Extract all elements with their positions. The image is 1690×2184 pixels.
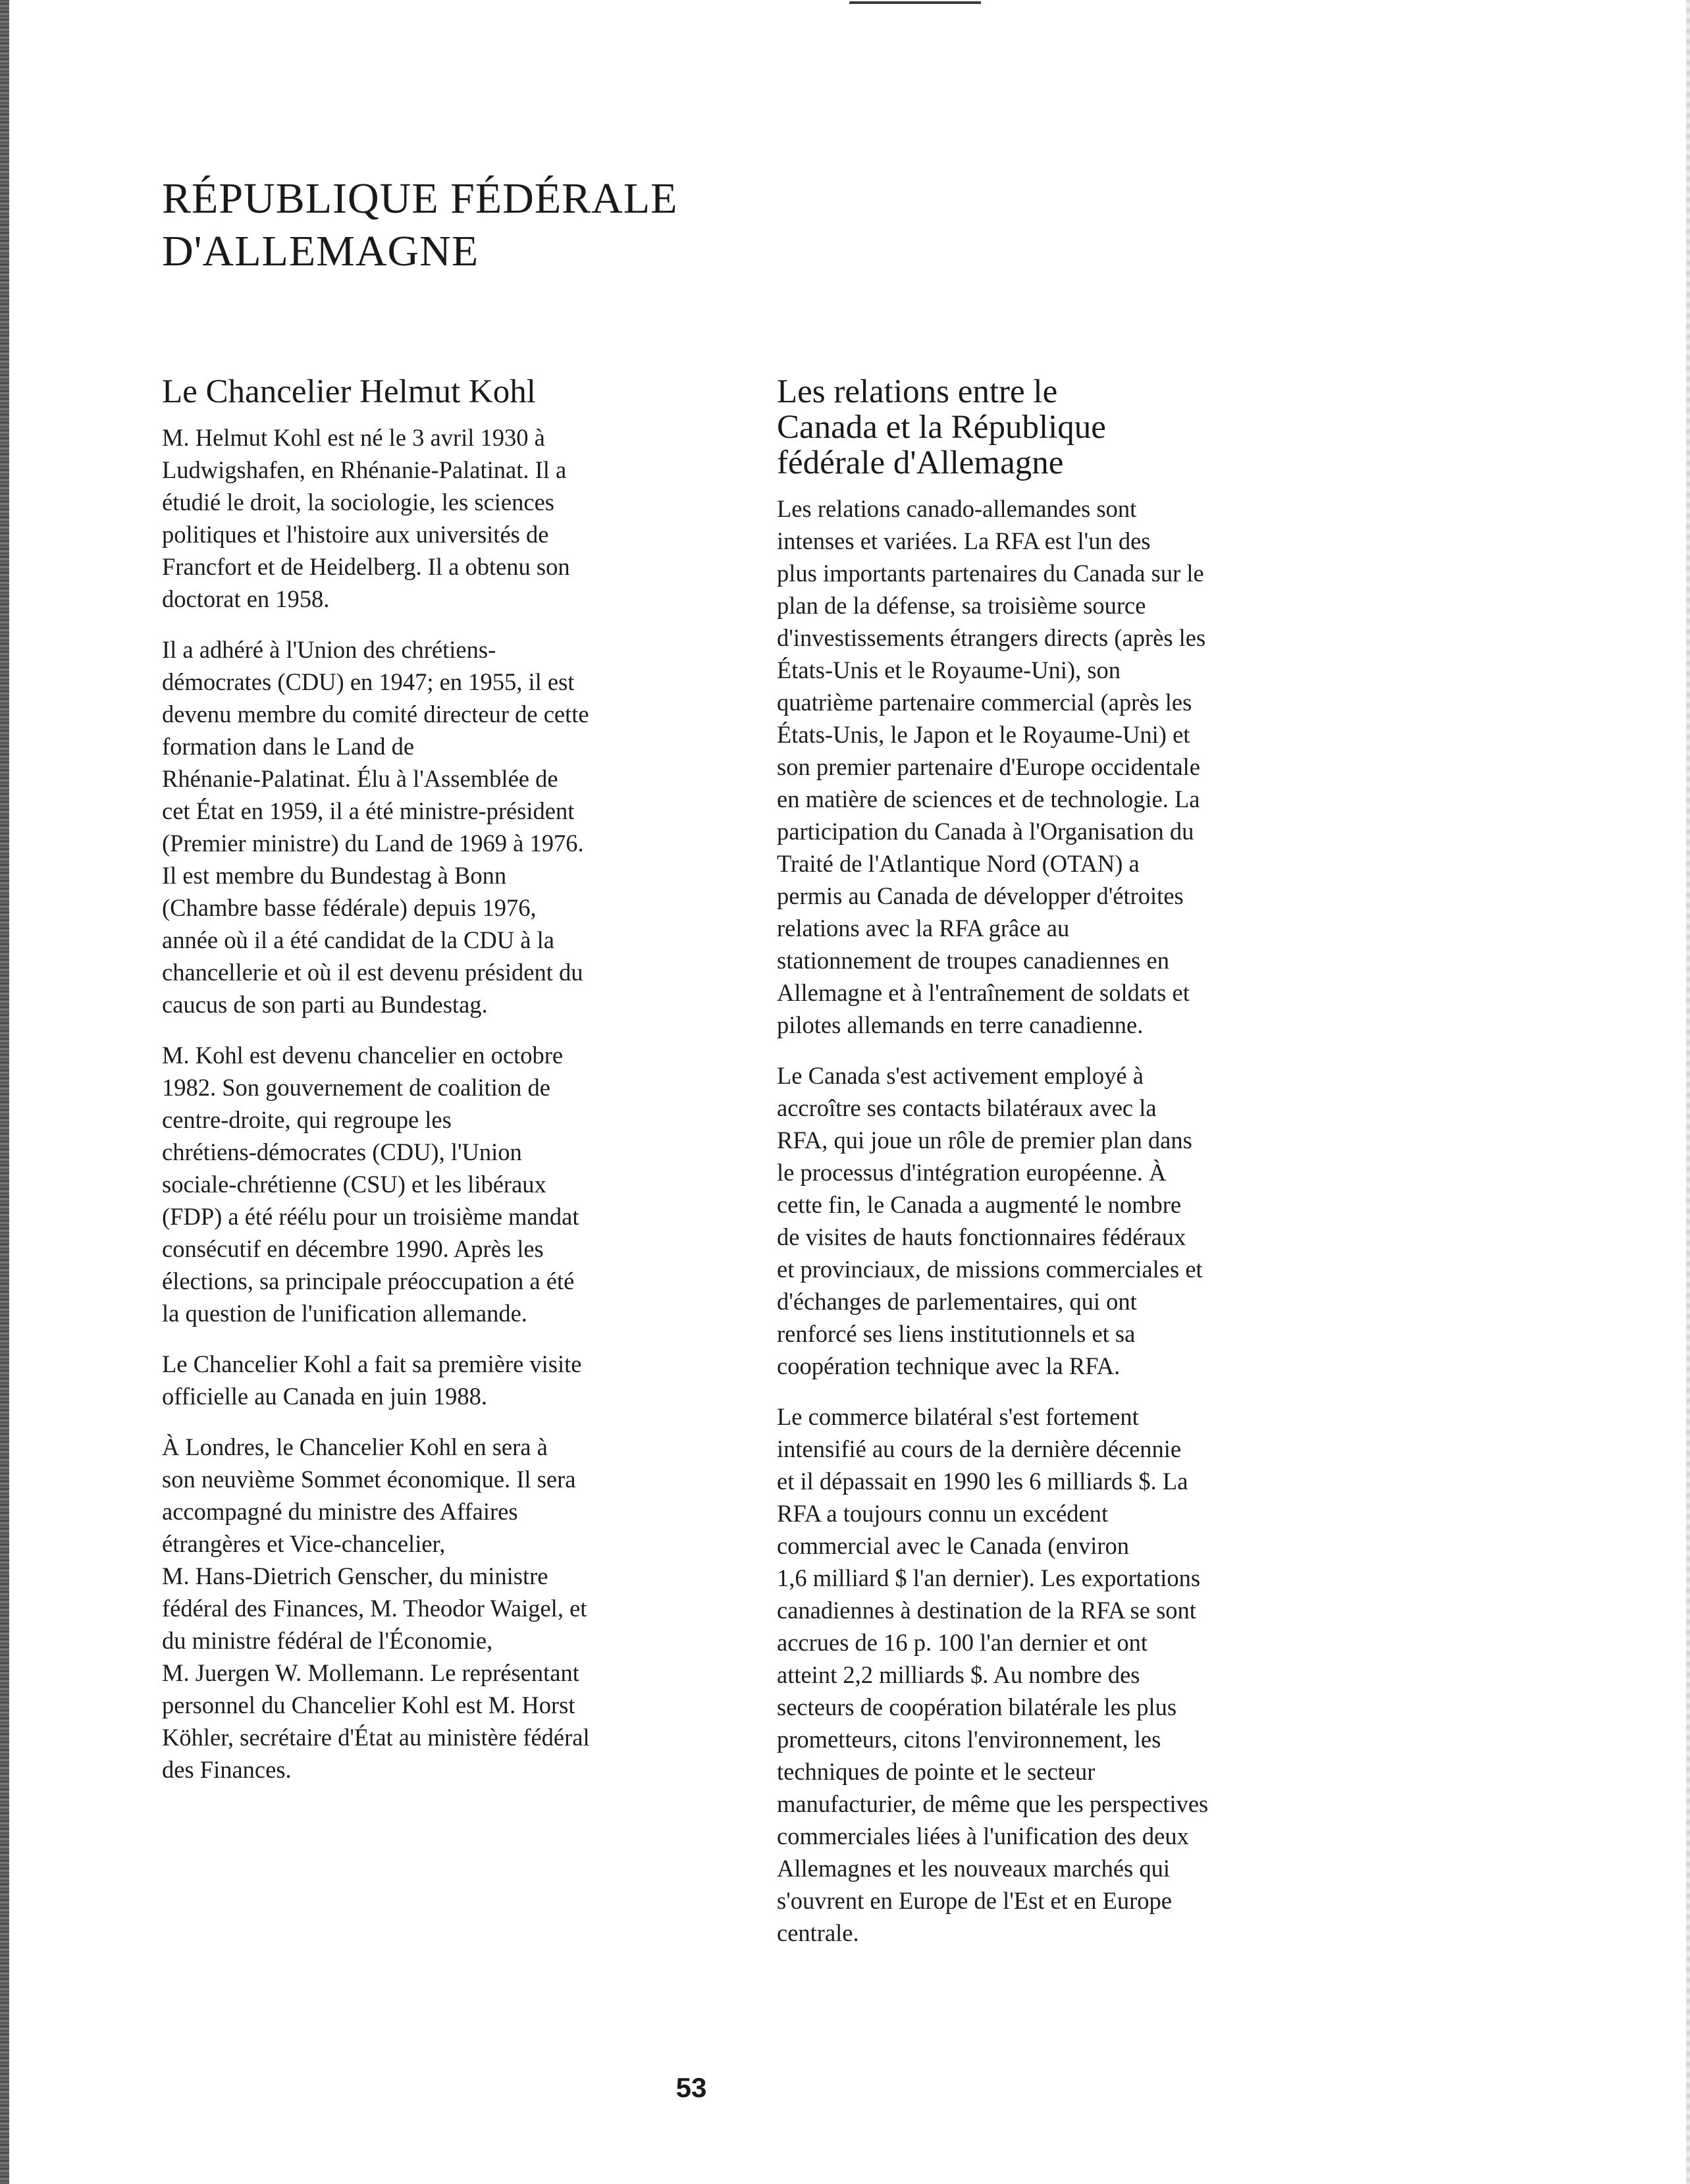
text-line: Ludwigshafen, en Rhénanie-Palatinat. Il a xyxy=(162,456,567,483)
text-line: centre-droite, qui regroupe les xyxy=(162,1106,452,1133)
text-line: coopération technique avec la RFA. xyxy=(777,1352,1121,1379)
text-line: personnel du Chancelier Kohl est M. Horst xyxy=(162,1691,575,1718)
text-line: étrangères et Vice-chancelier, xyxy=(162,1530,446,1557)
paragraph xyxy=(777,1059,1323,1382)
text-line: et il dépassait en 1990 les 6 milliards $. La xyxy=(777,1468,1188,1495)
left-column-heading: Le Chancelier Helmut Kohl xyxy=(162,373,536,410)
text-line: À Londres, le Chancelier Kohl en sera à xyxy=(162,1433,548,1460)
text-line: devenu membre du comité directeur de cette xyxy=(162,701,589,728)
text-line: Il est membre du Bundestag à Bonn xyxy=(162,862,507,889)
text-line: officielle au Canada en juin 1988. xyxy=(162,1383,487,1410)
text-line: États-Unis et le Royaume-Uni), son xyxy=(777,656,1121,683)
text-line: Allemagne et à l'entraînement de soldats et xyxy=(777,979,1190,1006)
text-line: démocrates (CDU) en 1947; en 1955, il est xyxy=(162,668,575,695)
text-line: fédéral des Finances, M. Theodor Waigel, et xyxy=(162,1595,587,1622)
text-line: doctorat en 1958. xyxy=(162,585,330,612)
text-line: Le commerce bilatéral s'est fortement xyxy=(777,1403,1139,1430)
text-line: M. Juergen W. Mollemann. Le représentant xyxy=(162,1659,579,1686)
text-line: formation dans le Land de xyxy=(162,733,415,760)
right-column-body xyxy=(777,493,1323,1949)
text-line: accroître ses contacts bilatéraux avec la xyxy=(777,1094,1157,1121)
text-line: Rhénanie-Palatinat. Élu à l'Assemblée de xyxy=(162,765,558,792)
text-line: intenses et variées. La RFA est l'un des xyxy=(777,527,1151,554)
text-line: Francfort et de Heidelberg. Il a obtenu son xyxy=(162,553,570,580)
text-line: 1,6 milliard $ l'an dernier). Les exportations xyxy=(777,1564,1201,1591)
text-line: (Chambre basse fédérale) depuis 1976, xyxy=(162,894,537,921)
text-line: d'échanges de parlementaires, qui ont xyxy=(777,1288,1137,1315)
text-line: le processus d'intégration européenne. À xyxy=(777,1159,1167,1186)
text-line: et provinciaux, de missions commerciales et xyxy=(777,1256,1203,1283)
text-line: (Premier ministre) du Land de 1969 à 1976. xyxy=(162,830,584,857)
text-line: permis au Canada de développer d'étroites xyxy=(777,882,1184,909)
text-line: Traité de l'Atlantique Nord (OTAN) a xyxy=(777,850,1140,877)
text-line: secteurs de coopération bilatérale les plus xyxy=(777,1693,1177,1720)
text-line: la question de l'unification allemande. xyxy=(162,1300,527,1327)
text-line: Le Canada s'est activement employé à xyxy=(777,1062,1144,1089)
text-line: M. Kohl est devenu chancelier en octobre xyxy=(162,1042,564,1069)
text-line: Le Chancelier Kohl a fait sa première visite xyxy=(162,1350,582,1377)
paragraph xyxy=(162,1431,708,1786)
text-line: RFA a toujours connu un excédent xyxy=(777,1500,1109,1527)
right-column-heading-line: Les relations entre le xyxy=(777,373,1058,410)
text-line: année où il a été candidat de la CDU à la xyxy=(162,926,554,953)
text-line: M. Helmut Kohl est né le 3 avril 1930 à xyxy=(162,424,545,451)
right-column-heading-line: Canada et la République xyxy=(777,409,1106,446)
top-rule xyxy=(849,1,981,4)
text-line: en matière de sciences et de technologie. La xyxy=(777,786,1200,812)
text-line: chancellerie et où il est devenu président du xyxy=(162,959,583,986)
text-line: cette fin, le Canada a augmenté le nombre xyxy=(777,1191,1182,1218)
text-line: son neuvième Sommet économique. Il sera xyxy=(162,1466,576,1493)
text-line: États-Unis, le Japon et le Royaume-Uni) et xyxy=(777,721,1190,748)
text-line: commerciales liées à l'unification des deux xyxy=(777,1823,1189,1850)
text-line: Allemagnes et les nouveaux marchés qui xyxy=(777,1855,1170,1882)
text-line: plan de la défense, sa troisième source xyxy=(777,592,1146,619)
text-line: centrale. xyxy=(777,1919,859,1946)
text-line: Les relations canado-allemandes sont xyxy=(777,495,1137,522)
text-line: quatrième partenaire commercial (après les xyxy=(777,689,1192,716)
text-line: accrues de 16 p. 100 l'an dernier et ont xyxy=(777,1629,1148,1656)
text-line: RFA, qui joue un rôle de premier plan dans xyxy=(777,1127,1192,1154)
text-line: de visites de hauts fonctionnaires fédéraux xyxy=(777,1223,1186,1250)
text-line: d'investissements étrangers directs (après les xyxy=(777,624,1206,651)
text-line: stationnement de troupes canadiennes en xyxy=(777,947,1169,974)
text-line: pilotes allemands en terre canadienne. xyxy=(777,1011,1144,1038)
text-line: politiques et l'histoire aux universités de xyxy=(162,521,549,548)
left-column-body xyxy=(162,421,708,1786)
text-line: des Finances. xyxy=(162,1756,292,1783)
text-line: commercial avec le Canada (environ xyxy=(777,1532,1130,1559)
page-title-line: RÉPUBLIQUE FÉDÉRALE xyxy=(162,174,678,223)
text-line: caucus de son parti au Bundestag. xyxy=(162,991,488,1018)
text-line: cet État en 1959, il a été ministre-président xyxy=(162,797,575,824)
paragraph xyxy=(777,1400,1323,1949)
text-line: renforcé ses liens institutionnels et sa xyxy=(777,1320,1136,1347)
right-column xyxy=(777,374,1323,1967)
text-line: relations avec la RFA grâce au xyxy=(777,915,1070,942)
text-line: accompagné du ministre des Affaires xyxy=(162,1498,518,1525)
text-line: (FDP) a été réélu pour un troisième mandat xyxy=(162,1203,579,1230)
text-line: élections, sa principale préoccupation a été xyxy=(162,1267,575,1294)
text-line: M. Hans-Dietrich Genscher, du ministre xyxy=(162,1562,548,1589)
text-line: Il a adhéré à l'Union des chrétiens- xyxy=(162,636,496,663)
text-line: sociale-chrétienne (CSU) et les libéraux xyxy=(162,1171,546,1198)
text-line: 1982. Son gouvernement de coalition de xyxy=(162,1074,550,1101)
text-line: prometteurs, citons l'environnement, les xyxy=(777,1726,1161,1753)
right-column-heading xyxy=(777,374,1323,481)
text-line: canadiennes à destination de la RFA se sont xyxy=(777,1597,1196,1624)
paragraph xyxy=(162,1348,708,1412)
text-line: manufacturier, de même que les perspectives xyxy=(777,1790,1209,1817)
text-line: atteint 2,2 milliards $. Au nombre des xyxy=(777,1661,1140,1688)
paragraph xyxy=(162,1039,708,1329)
text-line: s'ouvrent en Europe de l'Est et en Europe xyxy=(777,1887,1173,1914)
scan-edge-left xyxy=(0,0,9,2184)
text-line: Köhler, secrétaire d'État au ministère fédéral xyxy=(162,1724,590,1751)
text-line: chrétiens-démocrates (CDU), l'Union xyxy=(162,1138,522,1165)
text-line: techniques de pointe et le secteur xyxy=(777,1758,1096,1785)
text-line: étudié le droit, la sociologie, les sciences xyxy=(162,489,554,516)
right-column-heading-line: fédérale d'Allemagne xyxy=(777,444,1064,481)
left-column xyxy=(162,374,708,1804)
paragraph xyxy=(162,633,708,1021)
paragraph xyxy=(162,421,708,615)
paragraph xyxy=(777,493,1323,1041)
text-line: intensifié au cours de la dernière décennie xyxy=(777,1435,1182,1462)
page-title-line: D'ALLEMAGNE xyxy=(162,227,479,275)
text-line: plus importants partenaires du Canada sur le xyxy=(777,560,1204,587)
page-number: 53 xyxy=(675,2072,707,2103)
text-line: consécutif en décembre 1990. Après les xyxy=(162,1235,544,1262)
text-line: son premier partenaire d'Europe occidentale xyxy=(777,753,1200,780)
page-title xyxy=(162,173,952,278)
text-line: du ministre fédéral de l'Économie, xyxy=(162,1627,493,1654)
scan-edge-right xyxy=(1686,0,1690,2184)
text-line: participation du Canada à l'Organisation du xyxy=(777,818,1194,845)
